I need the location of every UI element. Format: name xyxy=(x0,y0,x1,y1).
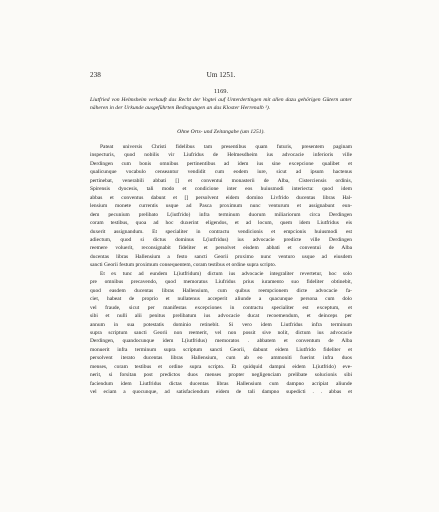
body-line: duxerit assignandum. Et specialiter in contractu vendicionis et empcionis huiusmodi est xyxy=(90,228,352,235)
body-line: vel fraude, sicut per manifestas excepciones in contractu specialiter est exceptum, et xyxy=(90,304,352,311)
body-line: abbas et conventus dabunt et [] persolvent eidem domino Livfrido ducentas libras Hal- xyxy=(90,194,352,201)
body-line: reemere voluerit, reconsignabit fideliter et persolvet eisdem abbati et conventui de Alba xyxy=(90,245,352,252)
body-line: sancti Georii festum proximum consequentem, coram testibus et ordine supra scripto. xyxy=(90,262,277,269)
document-summary: Liutfried von Helmsheim verkauft das Recht der Vogtei auf Unterdertingen mit allen dazu gehörigen Gütern unter näheren in der Urkunde ausgeführten Bedingungen an das Kloster Herrenalb ¹). xyxy=(90,97,352,111)
body-line: annum in sua potestatis dominio retinebit. Si vero idem Liutfridus infra terminum xyxy=(90,321,352,328)
page-number: 238 xyxy=(90,71,101,79)
body-line: adiectum, quod si dictus dominus L(iutfridus) ius advocacie predicte ville Derdingen xyxy=(90,236,352,243)
body-line: vel eciam a quocunque, ad satisfaciendum eidem de tali dampno supedicti . . abbas et xyxy=(90,389,352,396)
body-line: faciendum idem Liutfridus dictas ducentas libras Hallensium cum dampno acripiat aliunde xyxy=(90,380,352,387)
body-line: ciet, habeat de proprio et nullatenus acceperit aliunde a quacunque persona cum dolo xyxy=(90,296,352,303)
document-dating: Ohne Orts- und Zeitangabe (um 1251). xyxy=(177,129,265,135)
body-line: dem pecunium prelibato L(iutfrido) infra terminum duorum miliariorum circa Derdingen xyxy=(90,211,352,218)
body-line: nerit, si forsitan post predictos duos menses propter negligenciam prelibate solucionis sibi xyxy=(90,372,352,379)
body-line: sibi et nulli alii penitus prelibatum ius advocacie ducat recoemendum, et deinceps per xyxy=(90,313,352,320)
document-number: 1169. xyxy=(213,88,229,95)
body-line: inspecturis, quod nobilis vir Liufridus de Helmesdheim ius advocacie inferioris ville xyxy=(90,152,352,159)
body-line: coram testibus, quoa ad hoc duxerint eligendos, et ad locum, quem idem Liutfridus eis xyxy=(90,220,352,227)
body-line: ducentas libras Hallensium a festo sancti Georii proximo nunc venturo usque ad eiusdem xyxy=(90,253,352,260)
body-line: qualicunque vocabulo censeantur vendidit cum eodem iure, sicut ad ipsum hactenus xyxy=(90,169,352,176)
body-line: lensium monete currentis usque ad Pasca proximum nunc venturum et assignabunt eun- xyxy=(90,203,352,210)
body-line: Et ex tunc ad eundem L(iutfridum) dictum ius advocacie integraliter revertetur, hoc solo xyxy=(100,270,352,277)
running-head: Um 1251. xyxy=(206,71,236,79)
body-line: Spirensis dyocesis, tali modo et condicione inter eos huiusmodi interiecta: quod idem xyxy=(90,186,352,193)
document-body xyxy=(90,143,352,397)
body-line: menses, coram testibus et ordine supra scripto. Et quidquid dampni eidem L(iutfrido) eve- xyxy=(90,363,352,370)
body-line: persolvent iterato ducentas libras Hallensium, cum ab eo ammoniti fuerint infra duos xyxy=(90,355,352,362)
body-line: monuerit infra terminum supra scriptum sancti Georii, dabunt eidem Liutfrido fideliter et xyxy=(90,346,352,353)
body-line: pertinebat, venerabili abbati [] et conventui monasterii de Alba, Cisterciensis ordinis, xyxy=(90,177,352,184)
body-line: Pateat universis Christi fidelibus tam presentibus quam futuris, presentem paginam xyxy=(100,144,352,150)
body-line: Derdingen cum bonis omnibus pertinentibus ad idem ius sine excepcione qualibet et xyxy=(90,160,352,167)
body-line: Derdingen, quandocunque idem L(iutfridus) memoratos . abbatem et conventum de Alba xyxy=(90,338,352,345)
body-line: supra scriptum sancti Georii non reemerit, vel non possit sive nolit, dictum ius advocacie xyxy=(90,329,352,336)
body-line: pre omnibus precavendo, quod memoratus Liufridus prius iuramento suo fideliter obtinebit, xyxy=(90,279,352,286)
body-line: quod easdem ducentas libras Hallensium, cum quibus reempcionem dicte advocacie fa- xyxy=(90,287,352,294)
